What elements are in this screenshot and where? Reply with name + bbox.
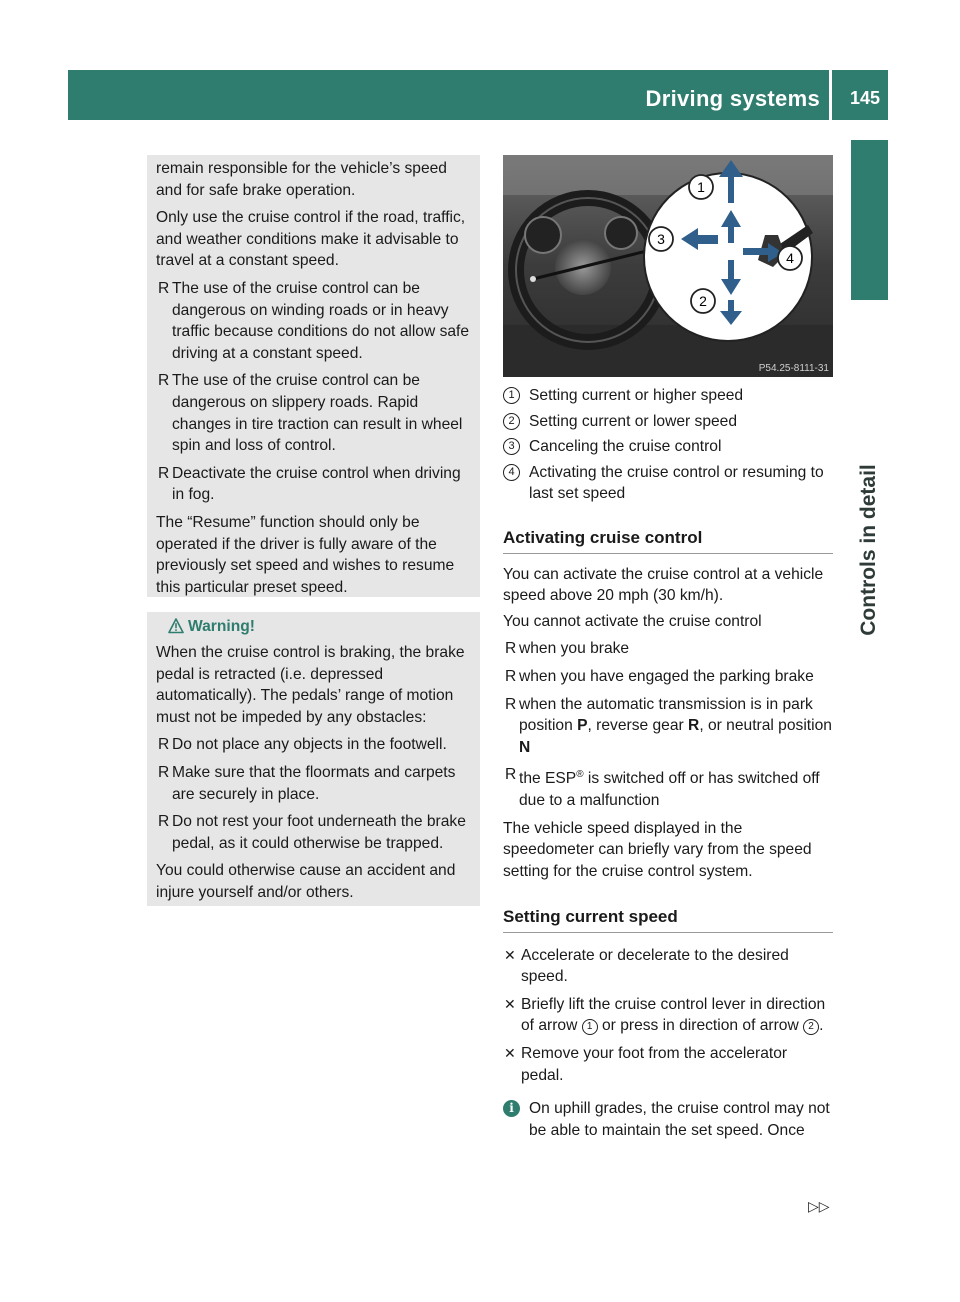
section-heading: Setting current speed bbox=[503, 906, 833, 933]
paragraph: You could otherwise cause an accident and injure yourself and/or others. bbox=[156, 862, 456, 901]
legend-item: 4 Activating the cruise control or resuming to last set speed bbox=[503, 462, 833, 505]
paragraph: You can activate the cruise control at a vehicle speed above 20 mph (30 km/h). bbox=[503, 565, 824, 605]
list-item: R Do not place any objects in the footwell. bbox=[158, 736, 447, 754]
callout-3: 3 bbox=[657, 231, 665, 247]
warning-box bbox=[147, 612, 480, 906]
list-item: R Make sure that the floormats and carpets are securely in place. bbox=[158, 763, 456, 803]
paragraph: The “Resume” function should only be operated if the driver is fully aware of the previously set speed and wishes to resume this particular preset speed. bbox=[156, 513, 455, 596]
list-item: R when you have engaged the parking brake bbox=[505, 667, 814, 685]
paragraph: Only use the cruise control if the road, traffic, and weather conditions make it advisable to travel at a constant speed. bbox=[156, 209, 466, 270]
chapter-label bbox=[844, 320, 894, 780]
instruction-step: ✕ Accelerate or decelerate to the desired speed. bbox=[504, 946, 789, 986]
paragraph: remain responsible for the vehicle’s speed and for safe brake operation. bbox=[156, 160, 447, 199]
list-item: R The use of the cruise control can be dangerous on slippery roads. Rapid changes in tire traction can result in wheel spin and loss of control. bbox=[158, 372, 463, 455]
list-item: R Deactivate the cruise control when driving in fog. bbox=[158, 464, 461, 504]
list-item: R when the automatic transmission is in park position P, reverse gear R, or neutral position N bbox=[505, 695, 832, 756]
instruction-step: ✕ Remove your foot from the accelerator pedal. bbox=[504, 1044, 788, 1084]
chapter-label-text: Controls in detail bbox=[857, 464, 880, 636]
cruise-control-figure bbox=[503, 155, 833, 377]
legend-item: 2 Setting current or lower speed bbox=[503, 411, 833, 433]
callout-1: 1 bbox=[697, 179, 705, 195]
info-icon: i bbox=[503, 1100, 520, 1117]
paragraph: The vehicle speed displayed in the speedometer can briefly vary from the speed setting for the cruise control system. bbox=[503, 819, 812, 880]
warning-icon bbox=[168, 618, 184, 634]
paragraph: When the cruise control is braking, the brake pedal is retracted (i.e. depressed automatically). The pedals’ range of motion must not be impeded by any obstacles: bbox=[156, 644, 465, 726]
continued-marker: ▷▷ bbox=[808, 1198, 830, 1214]
callout-4: 4 bbox=[786, 250, 794, 266]
activating-section bbox=[503, 527, 833, 883]
warning-heading: Warning! bbox=[156, 616, 471, 638]
section-heading: Activating cruise control bbox=[503, 527, 833, 554]
page-header bbox=[68, 70, 888, 120]
instruction-step: ✕ Briefly lift the cruise control lever in direction of arrow 1 or press in direction of arrow 2 . bbox=[504, 995, 826, 1035]
list-item: R when you brake bbox=[505, 640, 630, 658]
legend-item: 1 Setting current or higher speed bbox=[503, 385, 833, 407]
list-item: R the ESP® is switched off or has switched off due to a malfunction bbox=[505, 766, 820, 810]
page-number: 145 bbox=[849, 88, 880, 108]
list-item: R The use of the cruise control can be dangerous on winding roads or in heavy traffic because conditions do not allow safe driving at a constant speed. bbox=[158, 279, 470, 362]
setting-section bbox=[503, 906, 833, 1141]
figure-code: P54.25-8111-31 bbox=[758, 363, 829, 374]
figure-legend bbox=[503, 385, 833, 509]
paragraph: You cannot activate the cruise control bbox=[503, 612, 762, 630]
list-item: R Do not rest your foot underneath the brake pedal, as it could otherwise be trapped. bbox=[158, 813, 466, 852]
section-title: Driving systems bbox=[645, 86, 820, 111]
header-divider bbox=[829, 70, 832, 120]
chapter-tab bbox=[851, 140, 888, 300]
safety-note-box bbox=[147, 155, 480, 597]
callout-2: 2 bbox=[699, 293, 707, 309]
legend-item: 3 Canceling the cruise control bbox=[503, 436, 833, 458]
info-note: i On uphill grades, the cruise control may not be able to maintain the set speed. Once bbox=[503, 1098, 833, 1141]
